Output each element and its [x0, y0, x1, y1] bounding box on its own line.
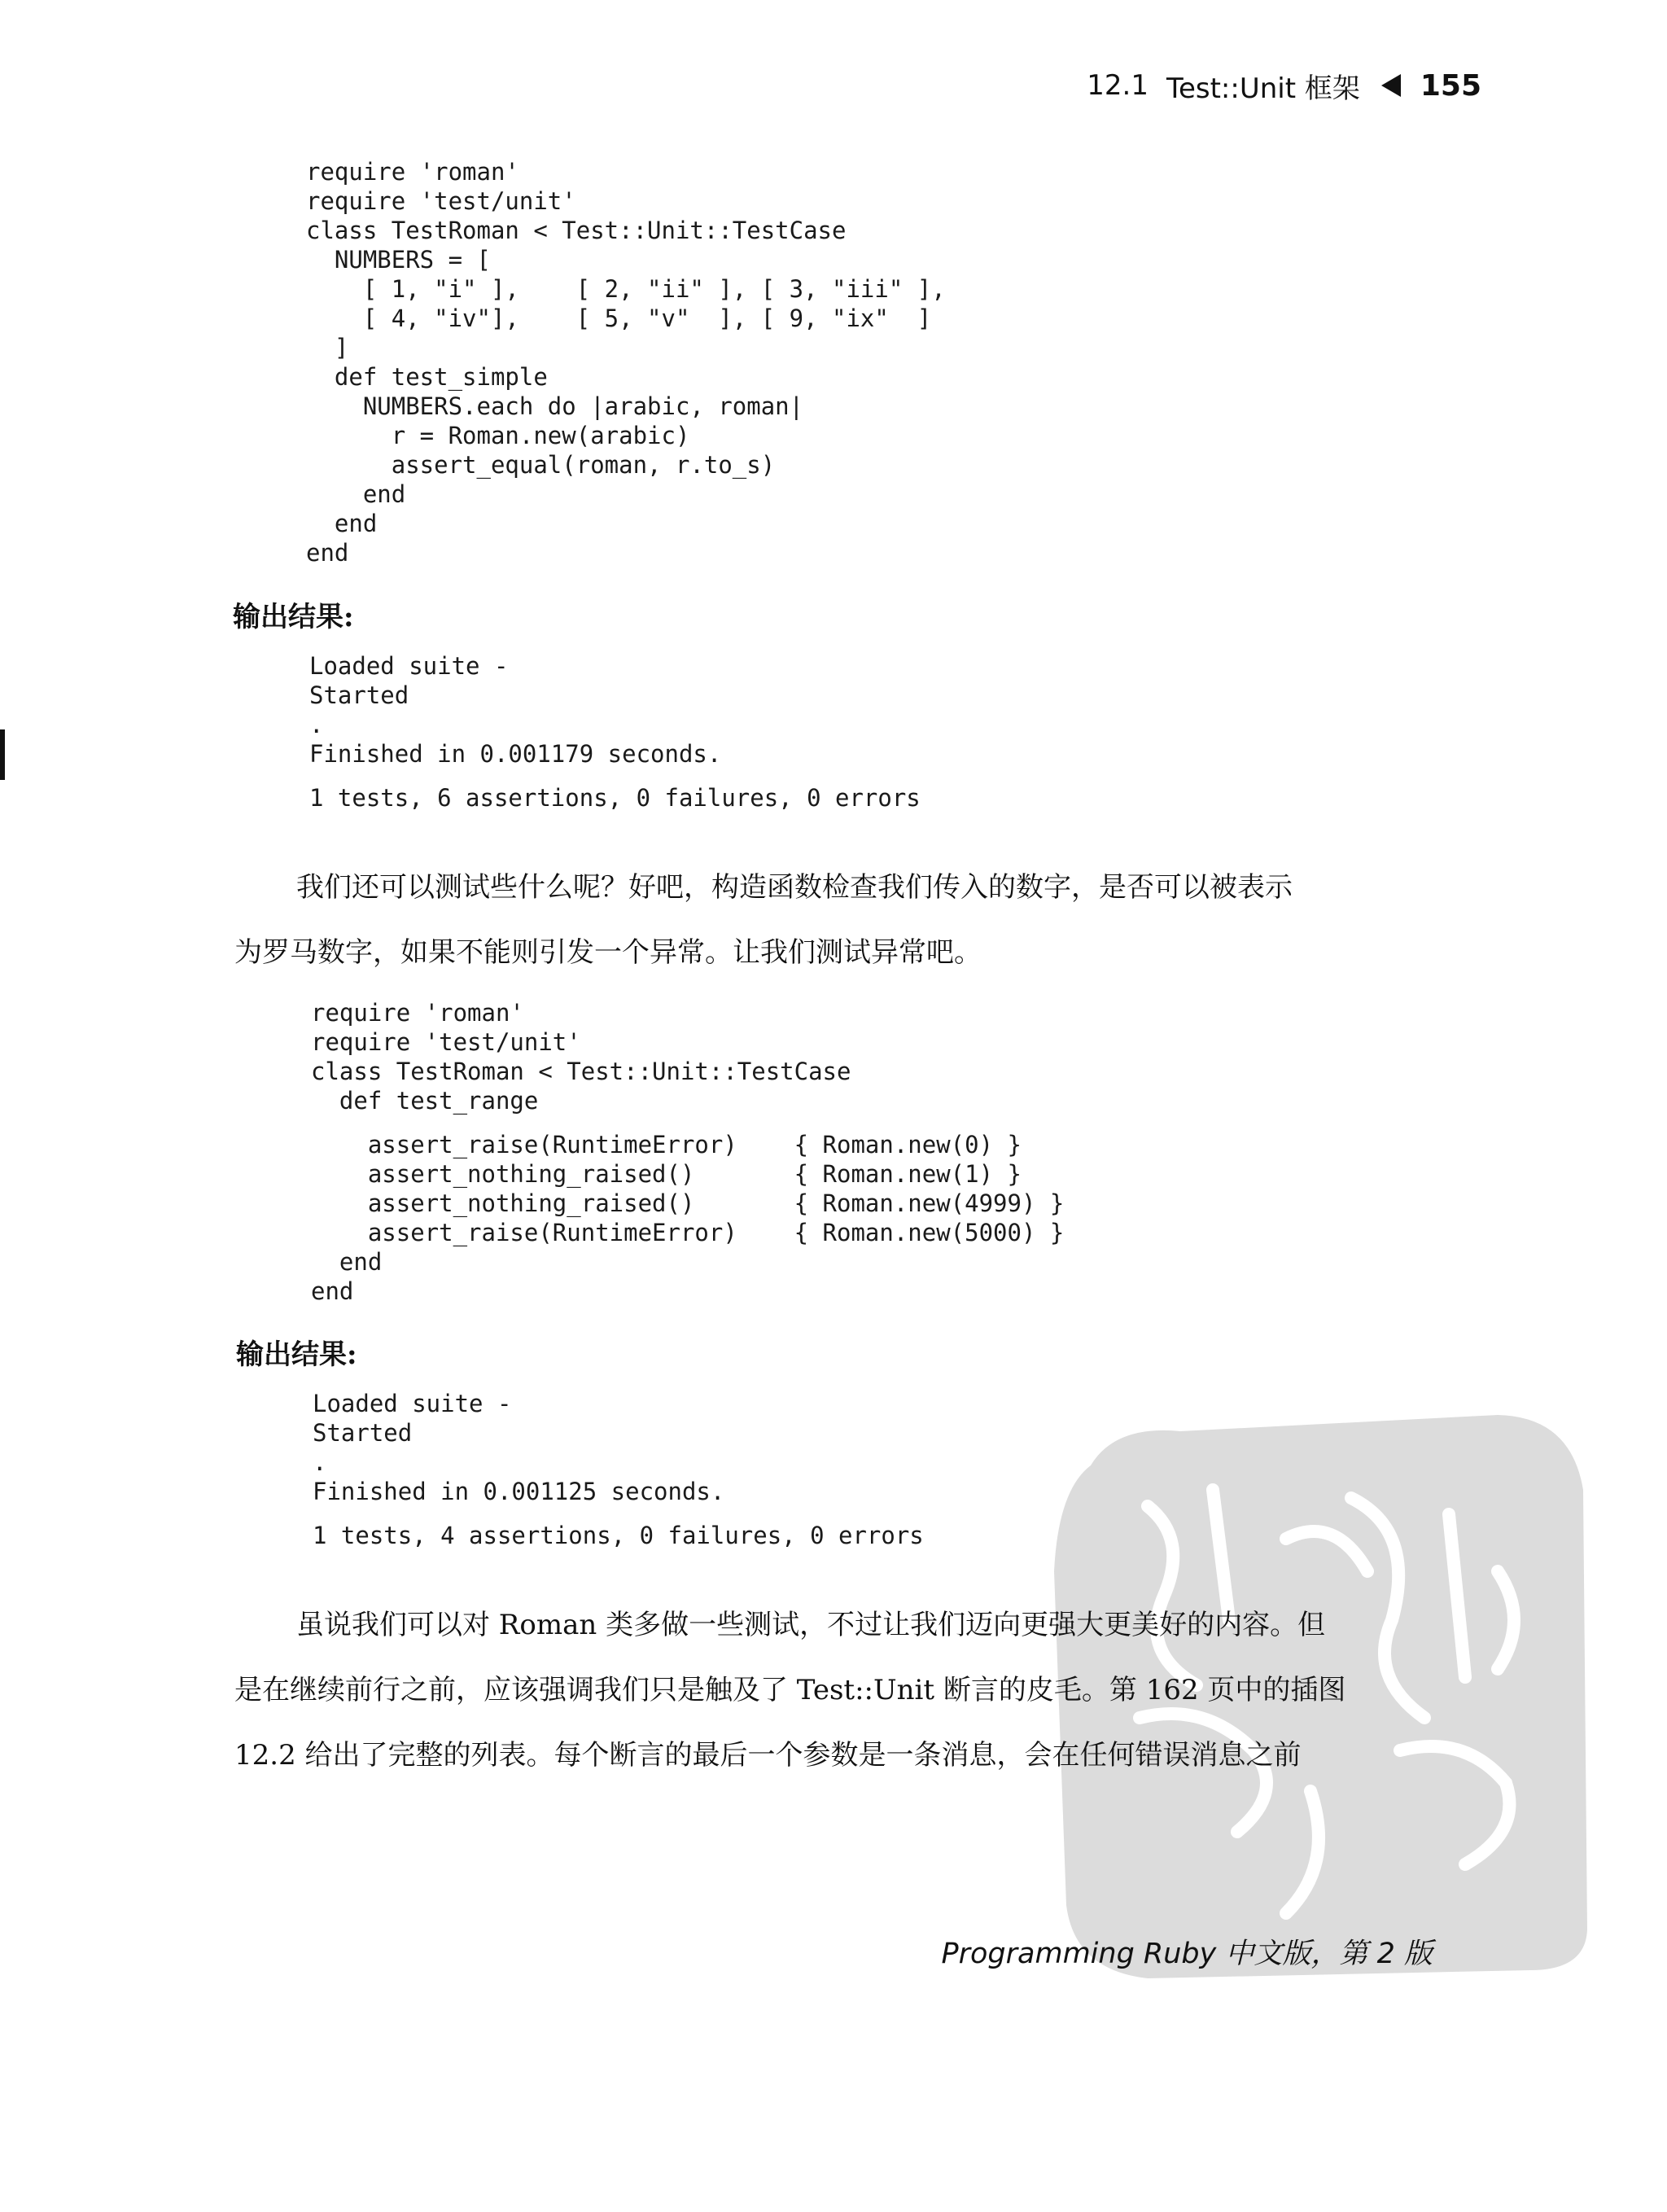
code-line: NUMBERS.each do |arabic, roman|: [306, 392, 804, 420]
output-line: 1 tests, 6 assertions, 0 failures, 0 errors: [309, 784, 921, 812]
console-output-1: [309, 651, 921, 813]
code-line: end: [311, 1277, 354, 1305]
code-line: require 'test/unit': [311, 1028, 581, 1056]
page-number: 155: [1420, 68, 1481, 103]
output-line: .: [309, 711, 324, 738]
code-line: [ 1, "i" ], [ 2, "ii" ], [ 3, "iii" ],: [306, 275, 946, 303]
paragraph-line: 我们还可以测试些什么呢？好吧，构造函数检查我们传入的数字，是否可以被表示: [296, 871, 1293, 904]
output-line: Started: [313, 1419, 413, 1447]
output-line: 1 tests, 4 assertions, 0 failures, 0 errors: [313, 1522, 924, 1549]
output-line: Finished in 0.001179 seconds.: [309, 740, 722, 768]
body-paragraph-2: [234, 1592, 1431, 1788]
code-line: assert_equal(roman, r.to_s): [306, 451, 776, 479]
output-line: Loaded suite -: [313, 1390, 512, 1417]
code-line: require 'roman': [306, 158, 519, 186]
code-line: end: [306, 510, 378, 537]
running-header: [1026, 65, 1481, 106]
code-listing-test-range: [311, 998, 1064, 1306]
code-line: require 'roman': [311, 999, 524, 1027]
output-line: Finished in 0.001125 seconds.: [313, 1478, 725, 1505]
left-triangle-icon: [1381, 74, 1401, 97]
scan-edge-mark: [0, 729, 5, 780]
output-label: 输出结果:: [236, 1338, 357, 1371]
code-line: ]: [306, 334, 349, 361]
output-line: .: [313, 1448, 327, 1476]
code-line: end: [306, 539, 349, 567]
output-line: Loaded suite -: [309, 652, 509, 680]
paragraph-line: 虽说我们可以对 Roman 类多做一些测试，不过让我们迈向更强大更美好的内容。但: [296, 1609, 1326, 1641]
code-line: def test_range: [311, 1087, 539, 1115]
code-line: require 'test/unit': [306, 187, 576, 215]
code-line: def test_simple: [306, 363, 548, 391]
running-footer: Programming Ruby 中文版，第 2 版: [941, 1938, 1433, 1970]
output-line: Started: [309, 681, 409, 709]
body-paragraph-1: [234, 855, 1431, 985]
code-line: NUMBERS = [: [306, 246, 491, 274]
code-line: class TestRoman < Test::Unit::TestCase: [311, 1058, 851, 1085]
code-line: r = Roman.new(arabic): [306, 422, 690, 449]
code-listing-test-simple: [306, 157, 946, 567]
section-number: 12.1: [1087, 69, 1149, 102]
code-line: assert_nothing_raised() { Roman.new(4999) }: [311, 1189, 1065, 1217]
paragraph-line: 12.2 给出了完整的列表。每个断言的最后一个参数是一条消息，会在任何错误消息之前: [234, 1739, 1302, 1772]
code-line: end: [311, 1248, 383, 1276]
code-line: class TestRoman < Test::Unit::TestCase: [306, 217, 847, 244]
code-line: end: [306, 480, 406, 508]
paragraph-line: 是在继续前行之前，应该强调我们只是触及了 Test::Unit 断言的皮毛。第 162 页中的插图: [234, 1674, 1346, 1706]
code-line: [ 4, "iv"], [ 5, "v" ], [ 9, "ix" ]: [306, 304, 932, 332]
section-title: Test::Unit 框架: [1166, 72, 1360, 105]
code-line: assert_raise(RuntimeError) { Roman.new(5000) }: [311, 1219, 1065, 1246]
console-output-2: [313, 1389, 924, 1550]
code-line: assert_raise(RuntimeError) { Roman.new(0) }: [311, 1131, 1022, 1159]
paragraph-line: 为罗马数字，如果不能则引发一个异常。让我们测试异常吧。: [234, 936, 982, 969]
code-line: assert_nothing_raised() { Roman.new(1) }: [311, 1160, 1022, 1188]
output-label: 输出结果:: [233, 601, 354, 633]
